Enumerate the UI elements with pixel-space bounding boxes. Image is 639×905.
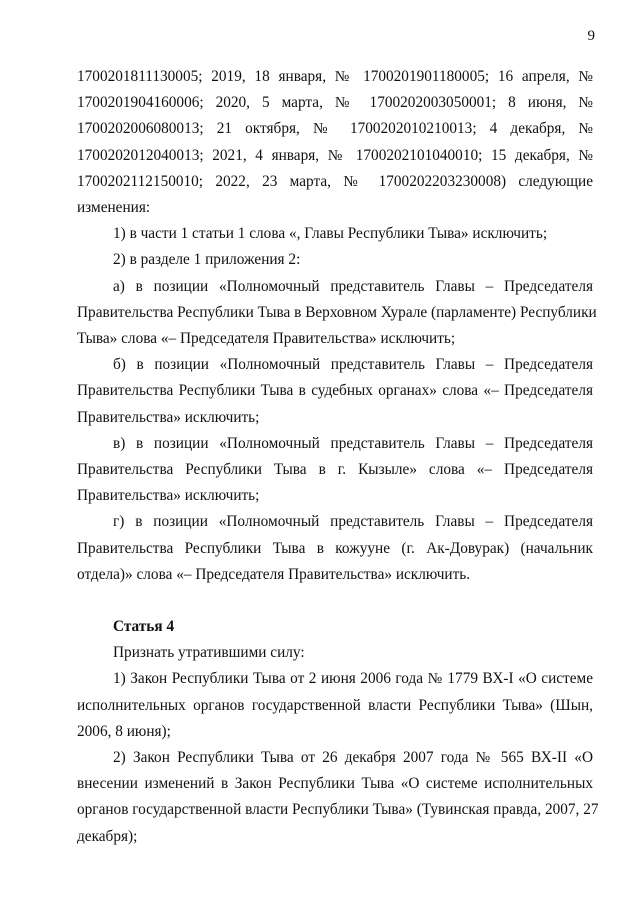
text-line: 2) в разделе 1 приложения 2:: [113, 251, 301, 269]
paragraph-item-2: [77, 247, 593, 273]
page-number: 9: [587, 28, 595, 44]
text-line: органов государственной власти Республики Тыва» (Тувинская правда, 2007, 27: [77, 801, 599, 819]
article-heading: [77, 614, 593, 640]
text-line: Признать утратившими силу:: [113, 644, 305, 662]
text-line: Правительства Республики Тыва в судебных органах» слова «– Председателя: [77, 382, 593, 400]
paragraph-repeal-1: [77, 666, 593, 745]
text-line: Правительства» исключить;: [77, 487, 260, 505]
text-line: исполнительных органов государственной власти Республики Тыва» (Шын,: [77, 696, 593, 714]
text-line: 2006, 8 июня);: [77, 722, 171, 740]
text-line: б) в позиции «Полномочный представитель Главы – Председателя: [113, 356, 593, 374]
paragraph-repeal-2: [77, 745, 599, 850]
paragraph-subitem-b: [77, 352, 593, 431]
section-spacer: [77, 588, 593, 614]
text-line: 1700202006080013; 21 октября, № 1700202010210013; 4 декабря, №: [77, 120, 593, 138]
text-line: внесении изменений в Закон Республики Тыва «О системе исполнительных: [77, 775, 593, 793]
article-title: Статья 4: [113, 618, 175, 636]
text-line: декабря);: [77, 827, 138, 845]
text-line: 1700201811130005; 2019, 18 января, № 1700201901180005; 16 апреля, №: [77, 68, 593, 85]
text-line: Тыва» слова «– Председателя Правительства» исключить;: [77, 330, 456, 348]
text-line: 2) Закон Республики Тыва от 26 декабря 2007 года № 565 ВХ-II «О: [113, 749, 593, 767]
paragraph-item-1: [77, 221, 593, 247]
paragraph-subitem-a: [77, 274, 597, 353]
text-line: 1700201904160006; 2020, 5 марта, № 1700202003050001; 8 июня, №: [77, 94, 593, 112]
text-line: Правительства» исключить;: [77, 408, 260, 426]
text-line: Правительства Республики Тыва в Верховном Хурале (парламенте) Республики: [77, 303, 597, 321]
paragraph-continuation: [77, 64, 593, 221]
paragraph-subitem-v: [77, 431, 593, 510]
text-line: отдела)» слова «– Председателя Правительства» исключить.: [77, 565, 471, 583]
text-line: 1) Закон Республики Тыва от 2 июня 2006 года № 1779 ВХ-I «О системе: [113, 670, 593, 688]
text-line: 1700202112150010; 2022, 23 марта, № 1700202203230008) следующие: [77, 172, 593, 190]
document-body: [77, 64, 599, 850]
text-line: г) в позиции «Полномочный представитель Главы – Председателя: [113, 513, 593, 531]
text-line: Правительства Республики Тыва в г. Кызыле» слова «– Председателя: [77, 461, 593, 479]
text-line: 1700202012040013; 2021, 4 января, № 1700202101040010; 15 декабря, №: [77, 146, 593, 164]
text-line: изменения:: [77, 199, 151, 217]
text-line: а) в позиции «Полномочный представитель Главы – Председателя: [113, 277, 593, 295]
text-line: Правительства Республики Тыва в кожууне (г. Ак-Довурак) (начальник: [77, 539, 593, 557]
text-line: 1) в части 1 статьи 1 слова «, Главы Республики Тыва» исключить;: [113, 225, 548, 243]
paragraph-repeal-intro: [77, 640, 593, 666]
text-line: в) в позиции «Полномочный представитель Главы – Председателя: [113, 434, 593, 452]
paragraph-subitem-g: [77, 509, 593, 588]
